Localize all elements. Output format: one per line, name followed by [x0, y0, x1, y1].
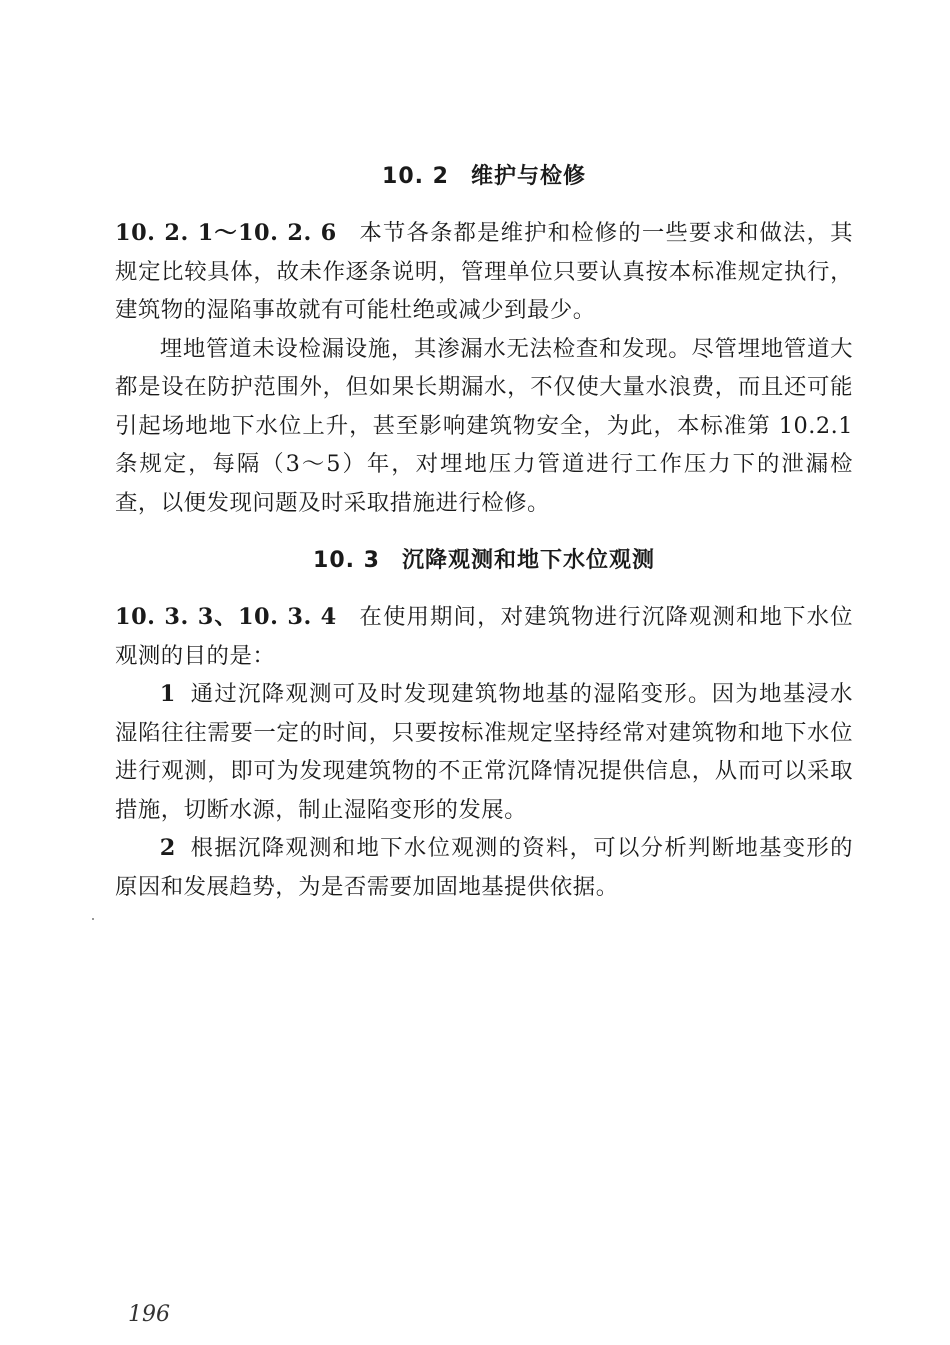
clause-number: 10. 2. 1～10. 2. 6	[115, 220, 337, 246]
spacer	[115, 522, 853, 534]
list-item	[115, 829, 853, 906]
clause-number: 10. 3. 3、10. 3. 4	[115, 604, 337, 630]
item-text: 通过沉降观测可及时发现建筑物地基的湿陷变形。因为地基浸水湿陷往往需要一定的时间，只要按标准规定坚持经常对建筑物和地下水位进行观测，即可为发现建筑物的不正常沉降情况提供信息，从而可以采取措施，切断水源，制止湿陷变形的发展。	[115, 681, 853, 823]
item-number: 1	[159, 681, 176, 707]
section-title: 维护与检修	[470, 164, 586, 189]
clause-10-3-3	[115, 598, 853, 675]
page-content	[115, 150, 853, 906]
section-number: 10. 3	[313, 548, 380, 573]
scan-speck	[92, 918, 94, 920]
item-text: 根据沉降观测和地下水位观测的资料，可以分析判断地基变形的原因和发展趋势，为是否需要加固地基提供依据。	[115, 835, 853, 900]
section-heading-10-2	[115, 150, 853, 204]
section-heading-10-3	[115, 534, 853, 588]
paragraph-pipes: 埋地管道未设检漏设施，其渗漏水无法检查和发现。尽管埋地管道大都是设在防护范围外，但如果长期漏水，不仅使大量水浪费，而且还可能引起场地地下水位上升，甚至影响建筑物安全，为此，本标准第 10.2.1 条规定，每隔（3～5）年，对埋地压力管道进行工作压力下的泄漏检查，以便发现问题及时采取措施进行检修。	[115, 335, 853, 516]
clause-10-2-1	[115, 214, 853, 330]
section-number: 10. 2	[382, 164, 449, 189]
section-title: 沉降观测和地下水位观测	[401, 548, 655, 573]
list-item	[115, 675, 853, 829]
clause-text: 本节各条都是维护和检修的一些要求和做法，其规定比较具体，故未作逐条说明，管理单位只要认真按本标准规定执行，建筑物的湿陷事故就有可能杜绝或减少到最少。	[115, 220, 854, 323]
spacer	[115, 204, 853, 214]
item-number: 2	[159, 835, 176, 861]
clause-text: 在使用期间，对建筑物进行沉降观测和地下水位观测的目的是：	[115, 604, 854, 669]
spacer	[115, 588, 853, 598]
page-number: 196	[128, 1302, 170, 1327]
